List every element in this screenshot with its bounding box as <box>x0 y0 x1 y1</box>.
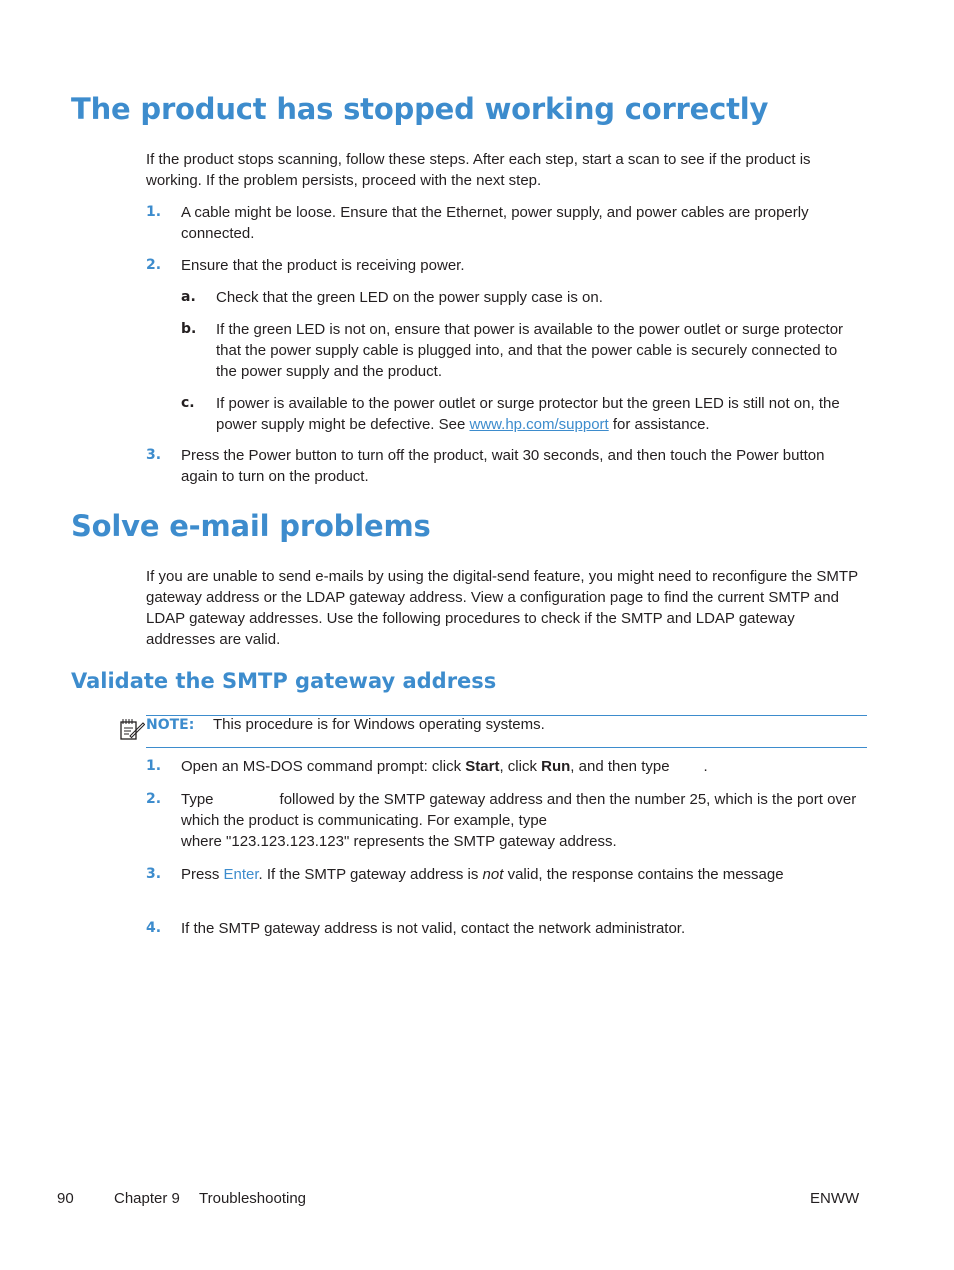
page-title: The product has stopped working correctly <box>71 92 769 126</box>
sub-list-item <box>181 393 861 435</box>
step-number: 2. <box>146 791 162 807</box>
footer-chapter-title: Troubleshooting <box>199 1190 307 1207</box>
list-item <box>146 202 858 244</box>
step-number: 4. <box>146 920 162 936</box>
email-intro-paragraph: If you are unable to send e-mails by using the digital-send feature, you might need to reconfigure the SMTP gateway address or the LDAP gateway address. View a configuration page to find the current SMTP and LDAP gateway addresses. Use the following procedures to check if the SMTP and LDAP gateway addresses are valid. <box>146 568 858 648</box>
list-item <box>146 789 858 852</box>
page-number: 90 <box>57 1190 74 1207</box>
step-number: 2. <box>146 257 162 273</box>
step-number: 1. <box>146 758 162 774</box>
step-text: Ensure that the product is receiving power. <box>181 257 465 274</box>
list-item <box>146 445 858 487</box>
step-text: Type followed by the SMTP gateway address and then the number 25, which is the port over which the product is communicating. For example, type where "123.123.123.123" represents the SMTP gateway address. <box>181 791 857 850</box>
substep-text: Check that the green LED on the power supply case is on. <box>216 289 603 306</box>
enter-key-label: Enter <box>223 866 259 883</box>
footer-enww: ENWW <box>810 1190 860 1207</box>
substep-text: If the green LED is not on, ensure that power is available to the power outlet or surge protector that the power supply cable is plugged into, and that the power cable is securely connected to the power supply and the product. <box>216 321 844 380</box>
note-pad-icon <box>119 717 145 741</box>
note-label: NOTE: <box>146 717 195 733</box>
note-text: This procedure is for Windows operating systems. <box>213 716 545 733</box>
step-text: A cable might be loose. Ensure that the Ethernet, power supply, and power cables are properly connected. <box>181 204 809 242</box>
step-text: Press Enter. If the SMTP gateway address is not valid, the response contains the message <box>181 866 784 883</box>
substep-letter: b. <box>181 321 197 337</box>
step-number: 3. <box>146 866 162 882</box>
section-title-email: Solve e-mail problems <box>71 509 431 543</box>
hp-support-link[interactable]: www.hp.com/support <box>469 416 609 433</box>
step-number: 3. <box>146 447 162 463</box>
step-text: If the SMTP gateway address is not valid, contact the network administrator. <box>181 920 686 937</box>
step-number: 1. <box>146 204 162 220</box>
list-item <box>146 864 858 885</box>
step-text: Press the Power button to turn off the product, wait 30 seconds, and then touch the Power button again to turn on the product. <box>181 447 825 485</box>
step-text: Open an MS-DOS command prompt: click Start, click Run, and then type . <box>181 758 708 775</box>
substep-letter: a. <box>181 289 196 305</box>
sub-list-item <box>181 319 861 382</box>
substep-letter: c. <box>181 395 195 411</box>
substep-text: If power is available to the power outlet or surge protector but the green LED is still not on, the power supply might be defective. See www.hp.com/support for assistance. <box>216 395 840 433</box>
list-item <box>146 255 858 276</box>
subsection-title-smtp: Validate the SMTP gateway address <box>71 669 497 693</box>
footer-chapter: Chapter 9 <box>114 1190 180 1207</box>
note-box <box>146 715 867 748</box>
intro-paragraph: If the product stops scanning, follow these steps. After each step, start a scan to see if the product is working. If the problem persists, proceed with the next step. <box>146 151 811 189</box>
list-item <box>146 918 858 939</box>
sub-list-item <box>181 287 861 308</box>
list-item <box>146 756 858 777</box>
